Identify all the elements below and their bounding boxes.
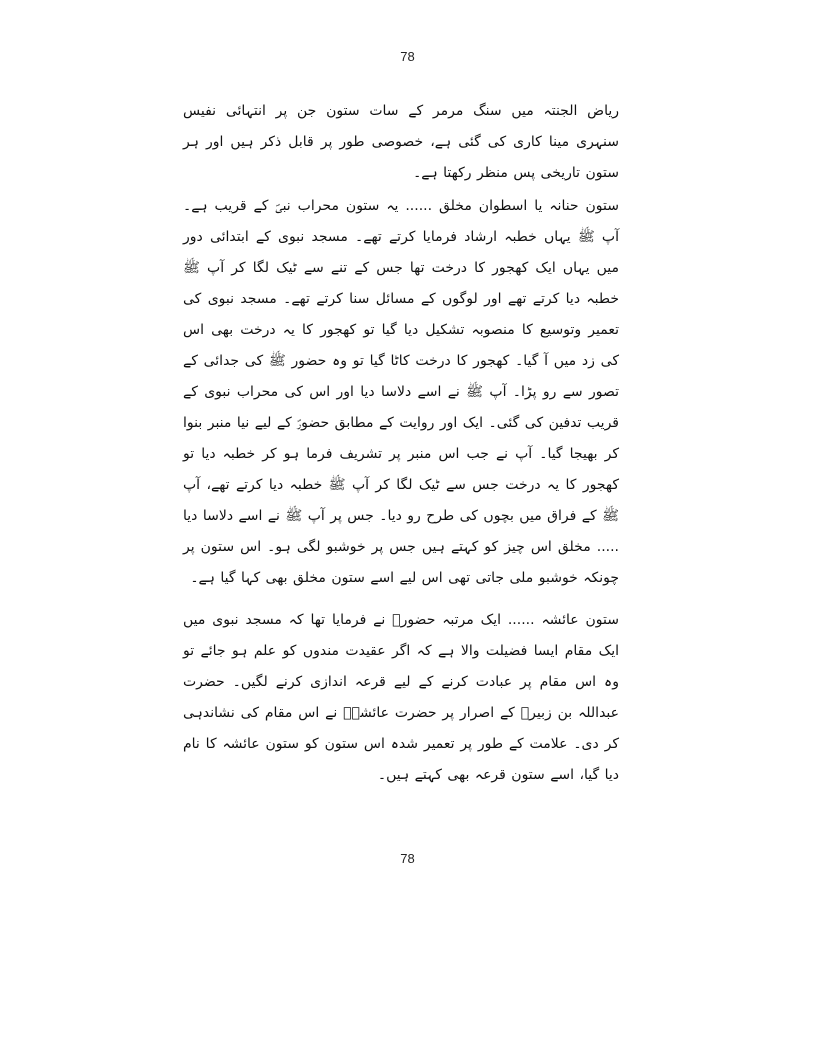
paragraph-riyaz-ul-jannah: ریاض الجنتہ میں سنگ مرمر کے سات ستون جن پر انتہائی نفیس سنہری مینا کاری کی گئی ہے، خصوصی طور پر قابل ذکر ہیں اور ہر ستون تاریخی پس منظر رکھتا ہے۔ [183, 103, 619, 181]
page-number-bottom: 78 [400, 851, 415, 866]
paragraph-aisha-pillar: ستون عائشہ ...... ایک مرتبہ حضورؐ نے فرمایا تھا کہ مسجد نبوی میں ایک مقام ایسا فضیلت والا ہے کہ اگر عقیدت مندوں کو علم ہو جائے تو وہ اس مقام پر عبادت کرنے کے لیے قرعہ اندازی کرنے لگیں۔ حضرت عبداللہ بن زبیرؓ کے اصرار پر حضرت عائشہؓ نے اس مقام کی نشاندہی کر دی۔ علامت کے طور پر تعمیر شدہ اس ستون کو ستون عائشہ کا نام دیا گیا، اسے ستون قرعہ بھی کہتے ہیں۔ [183, 612, 619, 783]
document-body [183, 96, 619, 791]
page-number-top: 78 [400, 49, 415, 64]
paragraph-hannana-pillar: ستون حنانہ یا اسطوان مخلق ...... یہ ستون محراب نبیؐ کے قریب ہے۔ آپ ﷺ یہاں خطبہ ارشاد فرمایا کرتے تھے۔ مسجد نبوی کے ابتدائی دور میں یہاں ایک کھجور کا درخت تھا جس کے تنے سے ٹیک لگا کر آپ ﷺ خطبہ دیا کرتے تھے اور لوگوں کے مسائل سنا کرتے تھے۔ مسجد نبوی کی تعمیر وتوسیع کا منصوبہ تشکیل دیا گیا تو کھجور کا یہ درخت بھی اس کی زد میں آ گیا۔ کھجور کا درخت کاٹا گیا تو وہ حضور ﷺ کی جدائی کے تصور سے رو پڑا۔ آپ ﷺ نے اسے دلاسا دیا اور اس کی محراب نبوی کے قریب تدفین کی گئی۔ ایک اور روایت کے مطابق حضورؐ کے لیے نیا منبر بنوا کر بھیجا گیا۔ آپ نے جب اس منبر پر تشریف فرما ہو کر خطبہ دیا تو کھجور کا یہ درخت جس سے ٹیک لگا کر آپ ﷺ خطبہ دیا کرتے تھے، آپ ﷺ کے فراق میں بچوں کی طرح رو دیا۔ جس پر آپ ﷺ نے اسے دلاسا دیا ..... مخلق اس چیز کو کہتے ہیں جس پر خوشبو لگی ہو۔ اس ستون پر چونکہ خوشبو ملی جاتی تھی اس لیے اسے ستون مخلق بھی کہا گیا ہے۔ [183, 198, 619, 586]
